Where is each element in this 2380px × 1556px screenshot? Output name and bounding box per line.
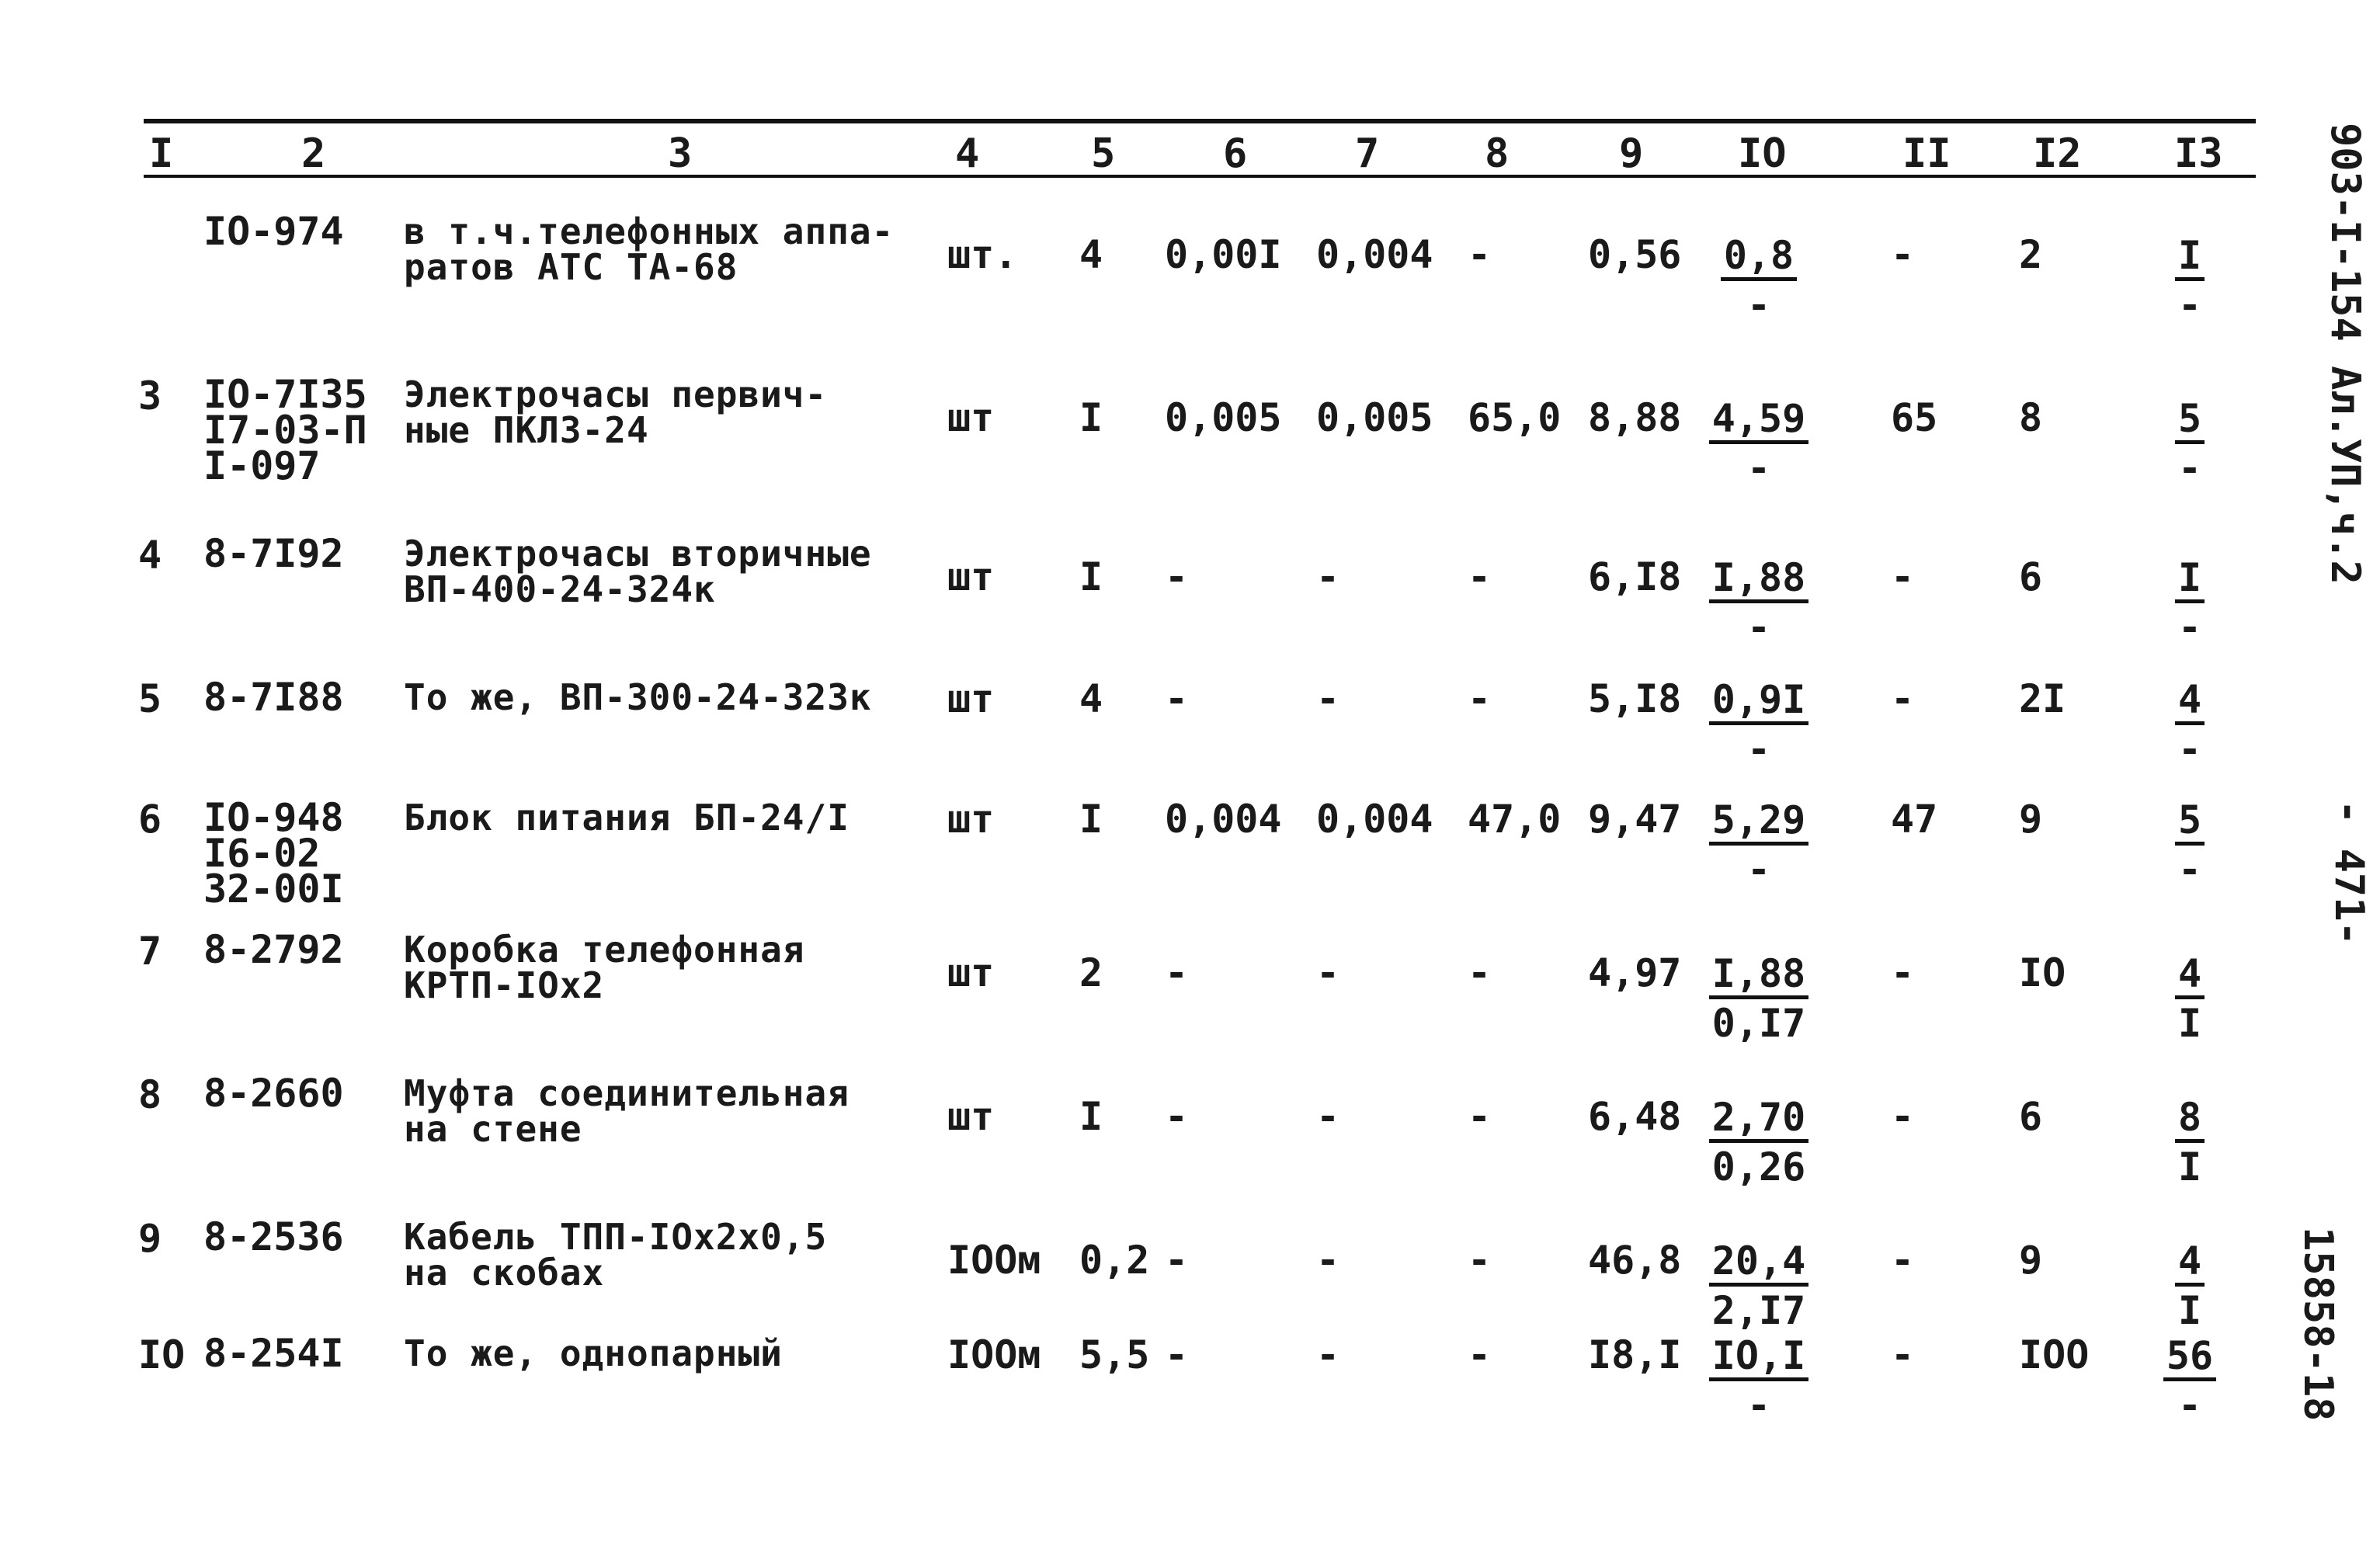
row-code: IO-7I35 I7-03-П I-097 <box>203 372 367 488</box>
row-description: в т.ч.телефонных аппа- ратов АТС ТА-68 <box>404 210 895 288</box>
row-col8: - <box>1468 1238 1492 1283</box>
col-header-1: I <box>149 130 174 177</box>
row-col13-fraction <box>2159 1238 2221 1333</box>
row-col12: 2I <box>2019 676 2066 721</box>
row-col6: 0,005 <box>1165 395 1282 440</box>
col13-denominator: I <box>2177 1144 2202 1190</box>
row-col11: - <box>1891 1332 1915 1377</box>
col-header-4: 4 <box>955 130 980 177</box>
row-description: То же, ВП-300-24-323к <box>404 676 872 718</box>
row-col9: 6,I8 <box>1588 554 1682 599</box>
row-code: 8-2660 <box>203 1071 344 1116</box>
archive-number-label: 15858-18 <box>2295 1227 2341 1422</box>
row-quantity: I <box>1079 395 1103 440</box>
col-header-12: I2 <box>2033 130 2082 177</box>
col13-denominator: - <box>2177 727 2202 772</box>
row-code: 8-2536 <box>203 1214 344 1259</box>
col13-denominator: I <box>2177 1001 2202 1046</box>
col10-numerator: IO,I <box>1709 1335 1808 1381</box>
row-quantity: 4 <box>1079 232 1103 277</box>
row-quantity: 2 <box>1079 950 1103 995</box>
row-col13-fraction <box>2159 555 2221 650</box>
row-col8: - <box>1468 950 1492 995</box>
row-col7: 0,004 <box>1316 797 1433 842</box>
row-col13-fraction <box>2159 1333 2221 1428</box>
row-quantity: I <box>1079 797 1103 842</box>
col-header-10: IO <box>1738 130 1787 177</box>
row-col11: - <box>1891 232 1915 277</box>
col10-denominator: - <box>1746 847 1771 892</box>
row-col11: - <box>1891 554 1915 599</box>
row-col9: 8,88 <box>1588 395 1682 440</box>
row-col6: 0,004 <box>1165 797 1282 842</box>
row-col12: 6 <box>2019 554 2043 599</box>
col10-denominator: - <box>1746 605 1771 650</box>
col10-numerator: 4,59 <box>1709 398 1808 444</box>
col13-numerator: I <box>2175 557 2205 603</box>
row-col6: - <box>1165 554 1189 599</box>
row-col12: 8 <box>2019 395 2043 440</box>
row-code: IO-974 <box>203 209 344 254</box>
row-unit: шт <box>947 554 995 599</box>
row-description: То же, однопарный <box>404 1332 783 1374</box>
row-unit: IOOм <box>947 1332 1041 1377</box>
col10-numerator: 0,8 <box>1721 235 1797 281</box>
row-col11: - <box>1891 1094 1915 1139</box>
row-col7: - <box>1316 1238 1340 1283</box>
col-header-2: 2 <box>301 130 326 177</box>
col13-numerator: 5 <box>2175 800 2205 846</box>
row-description: Блок питания БП-24/I <box>404 797 850 839</box>
row-col13-fraction <box>2159 396 2221 491</box>
row-description: Коробка телефонная КРТП-IOx2 <box>404 929 805 1006</box>
row-unit: шт <box>947 395 995 440</box>
row-number: IO <box>138 1332 186 1377</box>
row-code: 8-2792 <box>203 927 344 972</box>
row-col7: - <box>1316 1332 1340 1377</box>
col-header-7: 7 <box>1355 130 1380 177</box>
col13-numerator: 4 <box>2175 679 2205 725</box>
row-description: Кабель ТПП-IOx2x0,5 на скобах <box>404 1216 828 1294</box>
row-col9: 9,47 <box>1588 797 1682 842</box>
row-quantity: 4 <box>1079 676 1103 721</box>
col13-numerator: 8 <box>2175 1097 2205 1143</box>
row-col12: IOO <box>2019 1332 2090 1377</box>
row-col9: 46,8 <box>1588 1238 1682 1283</box>
row-number: 4 <box>138 533 162 578</box>
row-col6: - <box>1165 1332 1189 1377</box>
row-col12: 9 <box>2019 797 2043 842</box>
row-quantity: 0,2 <box>1079 1238 1150 1283</box>
row-unit: шт <box>947 676 995 721</box>
row-col11: - <box>1891 1238 1915 1283</box>
row-col11: 47 <box>1891 797 1938 842</box>
row-col10-fraction <box>1701 1095 1817 1190</box>
row-col12: 6 <box>2019 1094 2043 1139</box>
row-col6: - <box>1165 676 1189 721</box>
row-col12: 9 <box>2019 1238 2043 1283</box>
row-col8: - <box>1468 232 1492 277</box>
row-col9: I8,I <box>1588 1332 1682 1377</box>
col10-denominator: - <box>1746 446 1771 491</box>
row-unit: шт <box>947 1094 995 1139</box>
col13-denominator: I <box>2177 1288 2202 1333</box>
col-header-6: 6 <box>1223 130 1248 177</box>
row-col7: - <box>1316 554 1340 599</box>
row-col6: - <box>1165 1094 1189 1139</box>
col-header-3: 3 <box>668 130 693 177</box>
col10-denominator: - <box>1746 727 1771 772</box>
doc-code-label: 903-I-154 Ал.УП,ч.2 <box>2322 123 2368 585</box>
row-col10-fraction <box>1701 677 1817 772</box>
row-col10-fraction <box>1701 396 1817 491</box>
col-header-11: II <box>1902 130 1951 177</box>
col10-denominator: 2,I7 <box>1711 1288 1806 1333</box>
row-col11: 65 <box>1891 395 1938 440</box>
col-header-9: 9 <box>1619 130 1644 177</box>
row-description: Электрочасы первич- ные ПКЛ3-24 <box>404 373 828 451</box>
row-col13-fraction <box>2159 951 2221 1046</box>
col-header-13: I3 <box>2174 130 2223 177</box>
row-col10-fraction <box>1701 1238 1817 1333</box>
row-col6: - <box>1165 950 1189 995</box>
row-col13-fraction <box>2159 677 2221 772</box>
col13-denominator: - <box>2177 1383 2202 1428</box>
row-unit: IOOм <box>947 1238 1041 1283</box>
row-col6: 0,00I <box>1165 232 1282 277</box>
row-number: 3 <box>138 373 162 419</box>
row-col7: 0,005 <box>1316 395 1433 440</box>
col13-numerator: 4 <box>2175 953 2205 999</box>
row-col8: - <box>1468 1094 1492 1139</box>
row-col10-fraction <box>1701 233 1817 328</box>
row-col13-fraction <box>2159 233 2221 328</box>
page-number-label: - 471- <box>2326 800 2372 946</box>
row-col10-fraction <box>1701 951 1817 1046</box>
col13-numerator: 5 <box>2175 398 2205 444</box>
col10-numerator: I,88 <box>1709 953 1808 999</box>
row-quantity: I <box>1079 1094 1103 1139</box>
row-description: Муфта соединительная на стене <box>404 1072 850 1150</box>
row-unit: шт <box>947 950 995 995</box>
col-header-8: 8 <box>1485 130 1510 177</box>
row-col10-fraction <box>1701 555 1817 650</box>
col13-denominator: - <box>2177 847 2202 892</box>
row-col6: - <box>1165 1238 1189 1283</box>
row-number: 9 <box>138 1216 162 1261</box>
col10-denominator: 0,I7 <box>1711 1001 1806 1046</box>
col10-denominator: - <box>1746 283 1771 328</box>
col10-numerator: 2,70 <box>1709 1097 1808 1143</box>
col-header-5: 5 <box>1091 130 1116 177</box>
col13-denominator: - <box>2177 446 2202 491</box>
row-col7: - <box>1316 1094 1340 1139</box>
row-quantity: 5,5 <box>1079 1332 1150 1377</box>
row-col7: - <box>1316 950 1340 995</box>
col13-denominator: - <box>2177 605 2202 650</box>
row-unit: шт. <box>947 232 1018 277</box>
row-code: IO-948 I6-02 32-00I <box>203 795 344 912</box>
col10-denominator: - <box>1746 1383 1771 1428</box>
row-col9: 4,97 <box>1588 950 1682 995</box>
row-col12: 2 <box>2019 232 2043 277</box>
row-number: 7 <box>138 929 162 974</box>
col10-numerator: I,88 <box>1709 557 1808 603</box>
row-unit: шт <box>947 797 995 842</box>
row-col12: IO <box>2019 950 2066 995</box>
row-col8: - <box>1468 1332 1492 1377</box>
col10-numerator: 0,9I <box>1709 679 1808 725</box>
row-number: 5 <box>138 676 162 721</box>
row-col8: - <box>1468 676 1492 721</box>
row-col9: 0,56 <box>1588 232 1682 277</box>
row-col8: 65,0 <box>1468 395 1562 440</box>
row-col10-fraction <box>1701 1333 1817 1428</box>
row-col8: - <box>1468 554 1492 599</box>
row-col11: - <box>1891 676 1915 721</box>
row-col7: - <box>1316 676 1340 721</box>
row-code: 8-7I92 <box>203 531 344 576</box>
row-col7: 0,004 <box>1316 232 1433 277</box>
row-quantity: I <box>1079 554 1103 599</box>
col13-numerator: I <box>2175 235 2205 281</box>
row-number: 6 <box>138 797 162 842</box>
col10-numerator: 20,4 <box>1709 1241 1808 1287</box>
col10-numerator: 5,29 <box>1709 800 1808 846</box>
col13-denominator: - <box>2177 283 2202 328</box>
row-col13-fraction <box>2159 1095 2221 1190</box>
row-col8: 47,0 <box>1468 797 1562 842</box>
row-code: 8-7I88 <box>203 675 344 720</box>
row-col9: 5,I8 <box>1588 676 1682 721</box>
row-description: Электрочасы вторичные ВП-400-24-324к <box>404 533 872 610</box>
table-top-rule <box>144 119 2256 123</box>
row-code: 8-254I <box>203 1331 344 1376</box>
row-col13-fraction <box>2159 797 2221 892</box>
col10-denominator: 0,26 <box>1711 1144 1806 1190</box>
row-col11: - <box>1891 950 1915 995</box>
row-col10-fraction <box>1701 797 1817 892</box>
col13-numerator: 4 <box>2175 1241 2205 1287</box>
col13-numerator: 56 <box>2163 1335 2216 1381</box>
row-col9: 6,48 <box>1588 1094 1682 1139</box>
row-number: 8 <box>138 1072 162 1117</box>
